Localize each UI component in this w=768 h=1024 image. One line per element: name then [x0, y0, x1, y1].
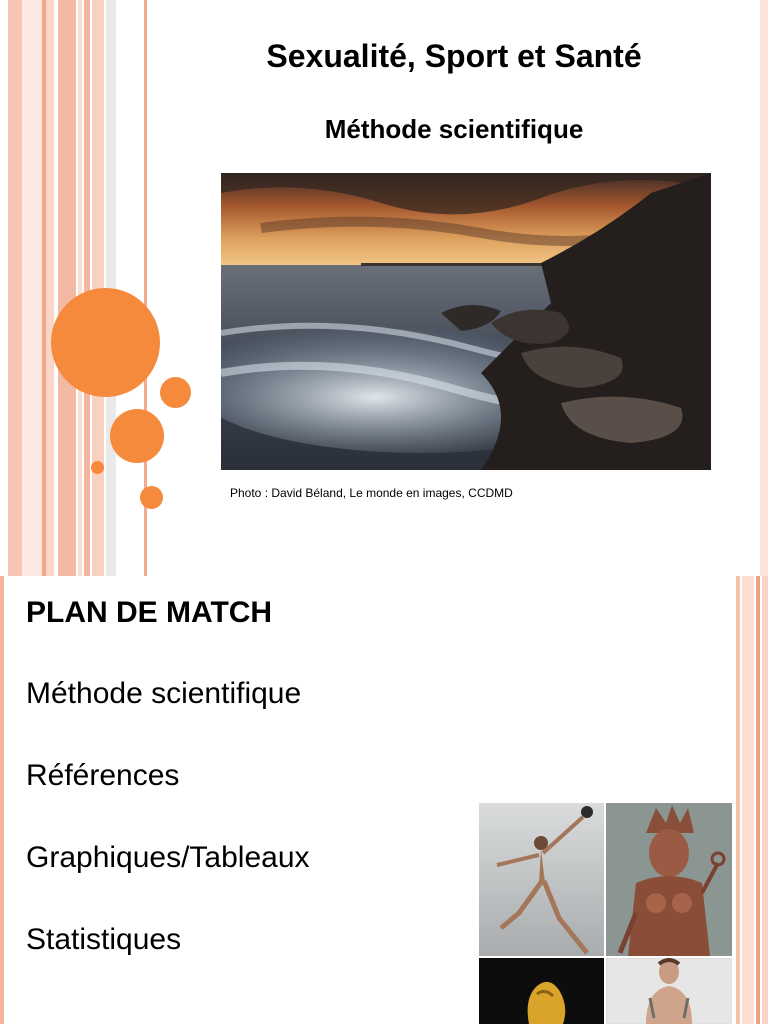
slide-subtitle-text: Méthode scientifique	[324, 114, 584, 144]
decor-stripe	[0, 576, 4, 1024]
photo-credit: Photo : David Béland, Le monde en images, CCDMD	[230, 486, 513, 500]
slide-title-text: Sexualité, Sport et Santé	[266, 38, 642, 74]
decor-circle	[160, 377, 191, 408]
decor-stripe	[58, 0, 76, 576]
decor-stripe	[78, 0, 82, 576]
decor-circle	[110, 409, 164, 463]
gold-artifact-photo	[479, 958, 604, 1024]
decor-stripe	[756, 576, 760, 1024]
plan-item: Références	[26, 759, 180, 792]
decor-stripe	[22, 0, 42, 576]
decor-circle-large	[51, 288, 160, 397]
plan-title: PLAN DE MATCH	[26, 596, 273, 629]
decor-stripe	[760, 0, 768, 576]
decor-circle-small	[91, 461, 104, 474]
slide-plan	[0, 576, 768, 1024]
plan-item: Statistiques	[26, 923, 182, 956]
plan-item: Méthode scientifique	[26, 677, 302, 710]
athlete-photo	[479, 803, 604, 956]
decor-stripe	[84, 0, 90, 576]
decor-stripe	[8, 0, 22, 576]
decor-circle	[140, 486, 163, 509]
seascape-photo	[221, 173, 711, 470]
decor-stripe	[46, 0, 54, 576]
decor-stripe	[762, 576, 768, 1024]
plan-item: Graphiques/Tableaux	[26, 841, 310, 874]
decor-stripe	[742, 576, 754, 1024]
statue-photo	[606, 803, 732, 956]
image-collage	[479, 803, 732, 1024]
man-portrait-photo	[606, 958, 732, 1024]
decor-stripe	[736, 576, 740, 1024]
